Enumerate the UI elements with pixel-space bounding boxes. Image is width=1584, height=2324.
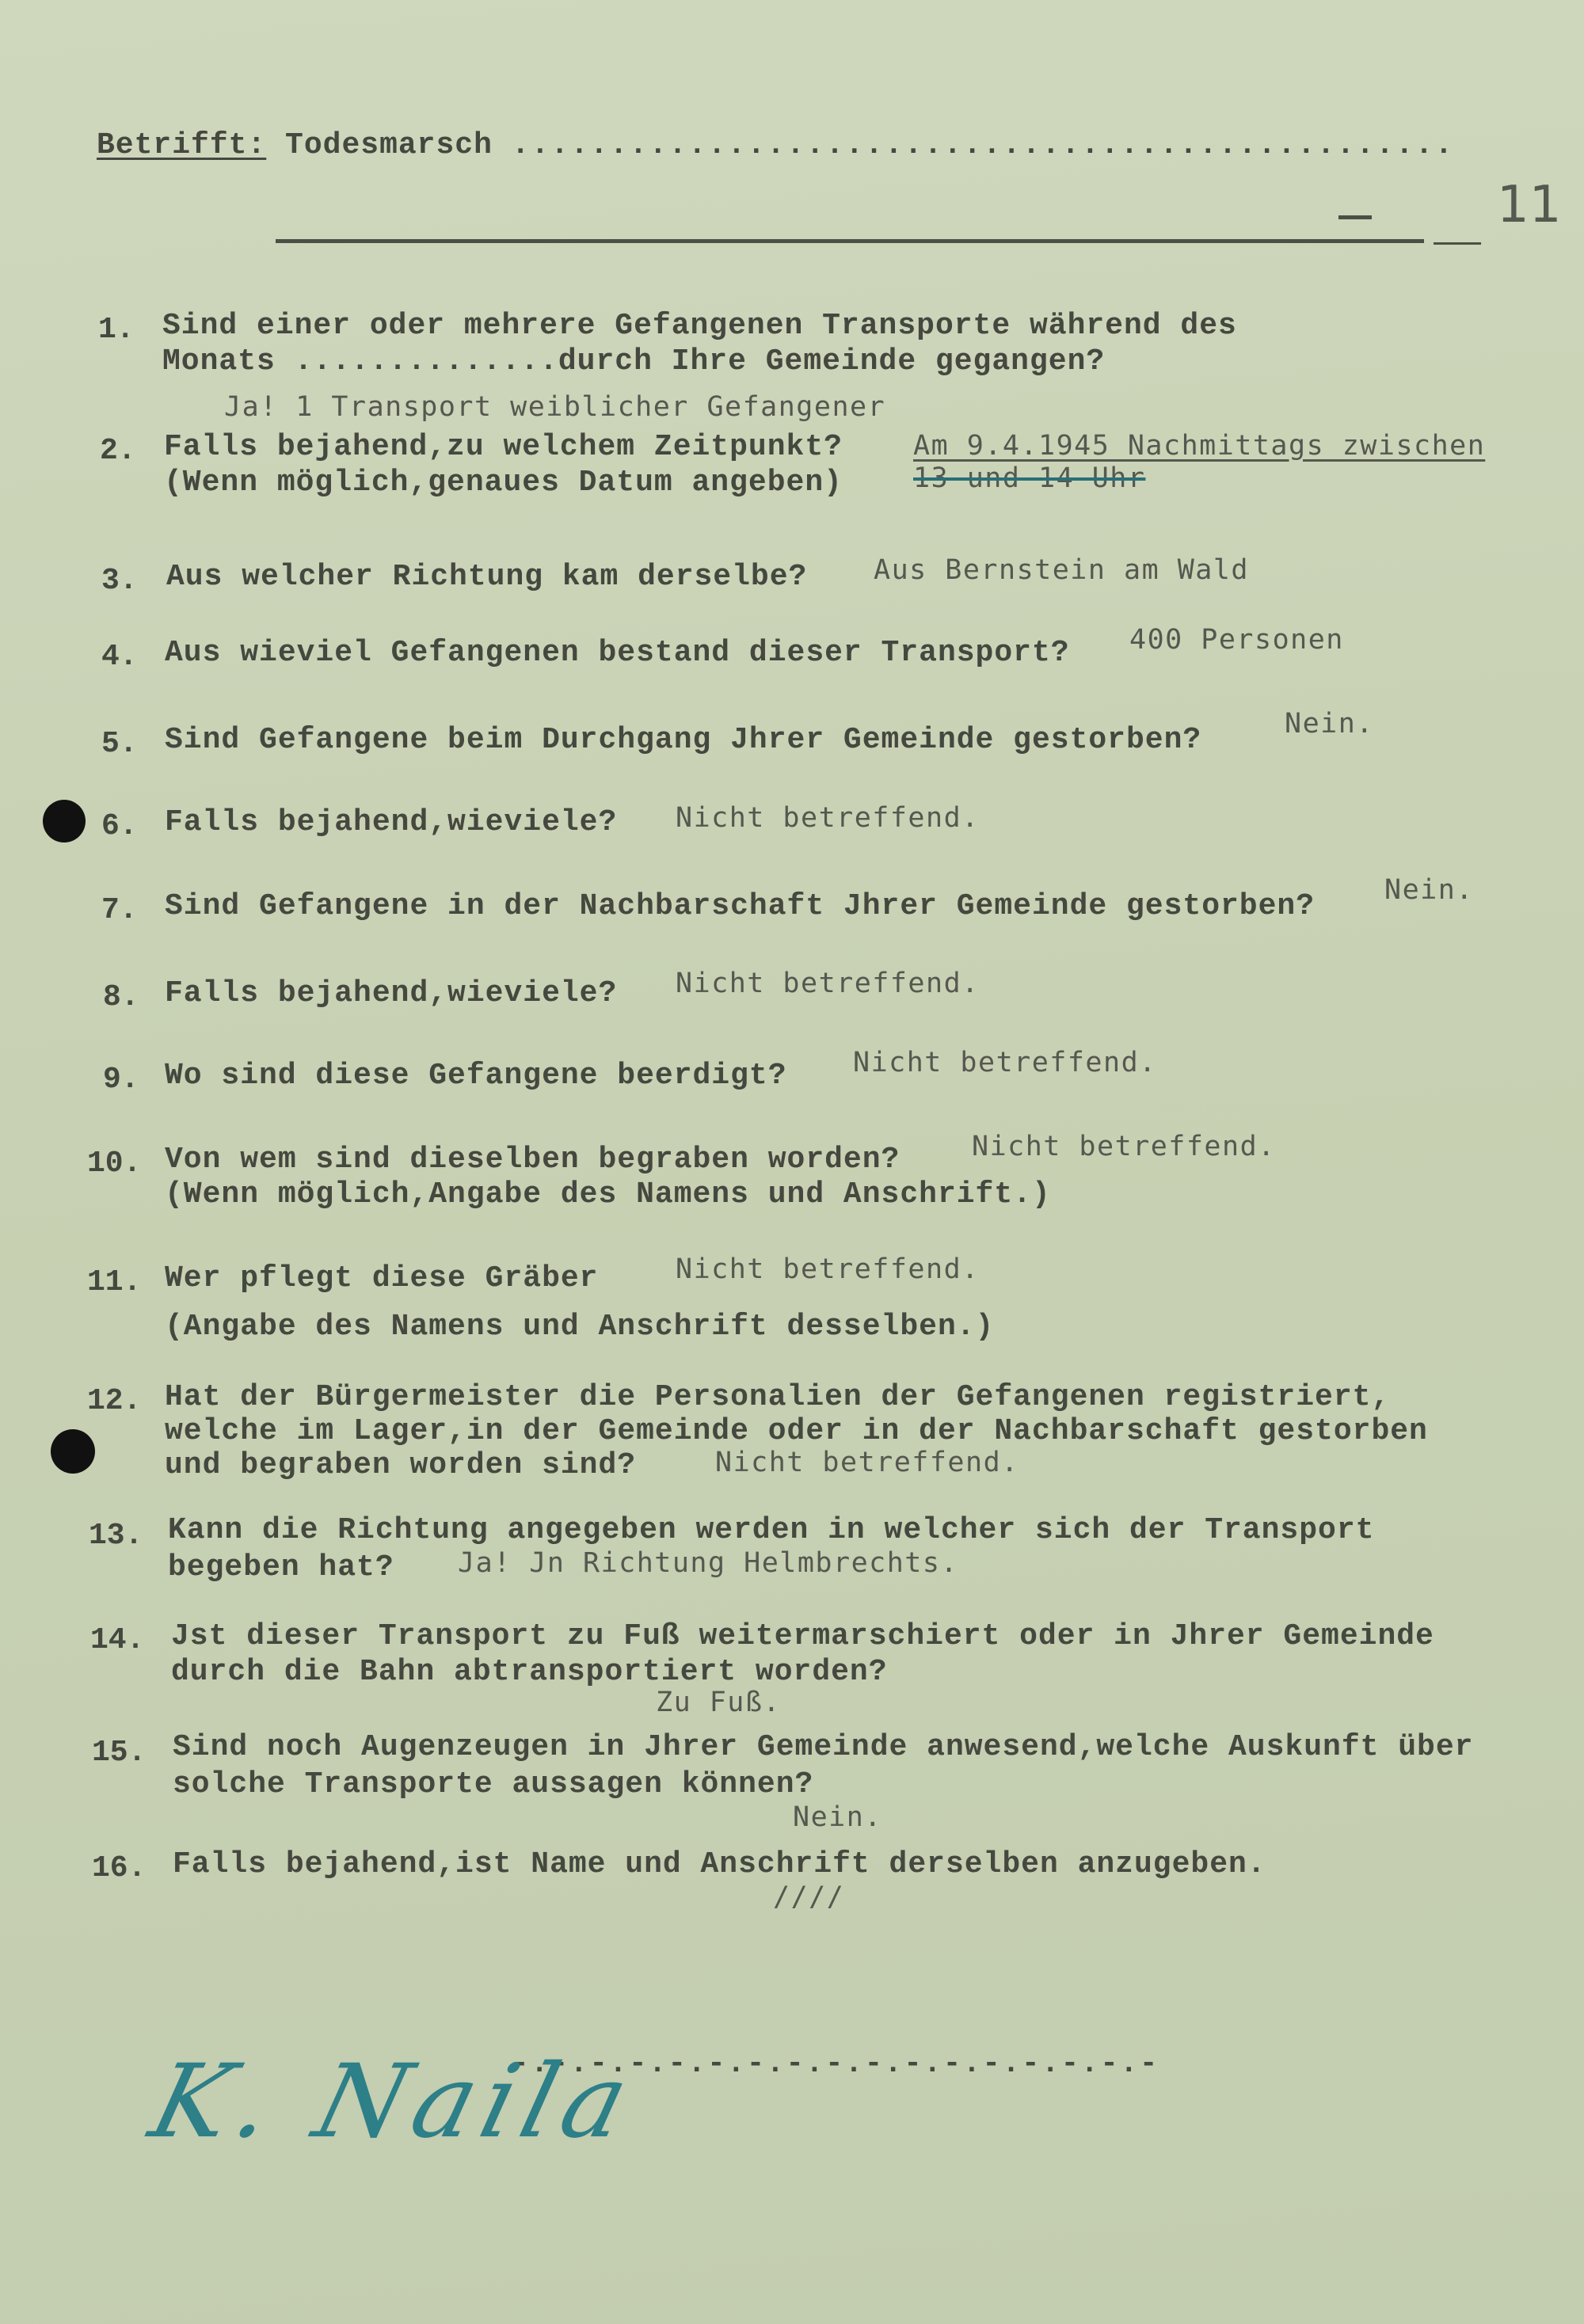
subject-label: Betrifft: [97,128,267,162]
question-number: 10. [87,1147,142,1181]
answer-text: Nein. [793,1801,882,1833]
question-text: Sind Gefangene beim Durchgang Jhrer Gemeinde gestorben? [165,723,1202,757]
subject-value: Todesmarsch [285,128,493,162]
question-text: welche im Lager,in der Gemeinde oder in der Nachbarschaft gestorben [165,1414,1428,1448]
punch-hole-lower [51,1429,95,1474]
header-dash-mark [1338,215,1372,219]
punch-hole-upper [43,800,86,842]
question-number: 15. [92,1736,147,1770]
question-text: Jst dieser Transport zu Fuß weitermarschiert oder in Jhrer Gemeinde [171,1619,1434,1653]
signature: K. Naila [139,2043,648,2161]
answer-text: Nicht betreffend. [972,1131,1276,1162]
answer-text: 400 Personen [1129,624,1344,656]
question-number: 1. [98,313,135,347]
answer-text: Nicht betreffend. [853,1047,1157,1078]
question-number: 7. [101,893,138,927]
question-text: Sind Gefangene in der Nachbarschaft Jhrer Gemeinde gestorben? [165,889,1316,923]
question-text: Hat der Bürgermeister die Personalien der Gefangenen registriert, [165,1380,1391,1414]
answer-text: Nicht betreffend. [715,1447,1019,1478]
question-text: begeben hat? [168,1550,394,1584]
question-text: Sind einer oder mehrere Gefangenen Transporte während des [162,309,1237,343]
subject-leader: ................................................ [511,128,1455,162]
header-rule [276,239,1424,243]
answer-text: Aus Bernstein am Wald [874,554,1250,586]
question-number: 14. [90,1623,145,1657]
question-number: 6. [101,809,138,843]
question-number: 4. [101,640,138,674]
answer-text: Nein. [1285,708,1374,740]
question-text: Von wem sind dieselben begraben worden? [165,1143,901,1177]
question-text: Falls bejahend,ist Name und Anschrift derselben anzugeben. [173,1847,1266,1881]
question-text: Sind noch Augenzeugen in Jhrer Gemeinde anwesend,welche Auskunft über [173,1730,1474,1764]
question-number: 13. [89,1519,143,1553]
question-text: Falls bejahend,wieviele? [165,976,618,1010]
question-text: und begraben worden sind? [165,1448,637,1482]
question-text: Wer pflegt diese Gräber [165,1261,599,1295]
question-text: Wo sind diese Gefangene beerdigt? [165,1059,787,1093]
question-text: durch die Bahn abtransportiert worden? [171,1655,888,1689]
answer-text: Nicht betreffend. [676,802,980,834]
answer-text: Am 9.4.1945 Nachmittags zwischen [913,430,1486,462]
page-number: 11 [1497,176,1562,234]
question-number: 2. [100,434,136,468]
answer-text: Ja! 1 Transport weiblicher Gefangener [224,391,886,423]
answer-text: Nein. [1384,874,1474,906]
question-text: (Wenn möglich,genaues Datum angeben) [164,466,843,500]
question-number: 16. [92,1851,147,1885]
question-number: 11. [87,1265,142,1299]
answer-text: Zu Fuß. [656,1687,782,1718]
question-text: (Wenn möglich,Angabe des Namens und Anschrift.) [165,1177,1051,1211]
subject-line [97,128,1454,162]
question-text: Monats ..............durch Ihre Gemeinde gegangen? [162,344,1106,378]
answer-text: Nicht betreffend. [676,968,980,999]
answer-text: Ja! Jn Richtung Helmbrechts. [458,1547,959,1579]
question-text: solche Transporte aussagen können? [173,1767,814,1801]
signature-leader: -.-.-.-.-.-.-.-.-.-.-.-.-.-.-.-.- [511,2047,1159,2081]
question-number: 9. [103,1063,139,1097]
question-number: 12. [87,1384,142,1418]
question-text: Aus wieviel Gefangenen bestand dieser Transport? [165,636,1070,670]
question-text: Kann die Richtung angegeben werden in welcher sich der Transport [168,1513,1375,1547]
question-text: Aus welcher Richtung kam derselbe? [166,560,808,594]
answer-text: //// [773,1881,845,1913]
header-rule-tail [1434,242,1481,245]
question-number: 3. [101,564,138,598]
question-text: (Angabe des Namens und Anschrift desselben.) [165,1310,995,1344]
question-text: Falls bejahend,zu welchem Zeitpunkt? [164,430,843,464]
answer-text-struck: 13 und 14 Uhr [913,462,1146,494]
question-number: 5. [101,727,138,761]
answer-text: Nicht betreffend. [676,1253,980,1285]
question-text: Falls bejahend,wieviele? [165,805,618,839]
question-number: 8. [103,980,139,1014]
